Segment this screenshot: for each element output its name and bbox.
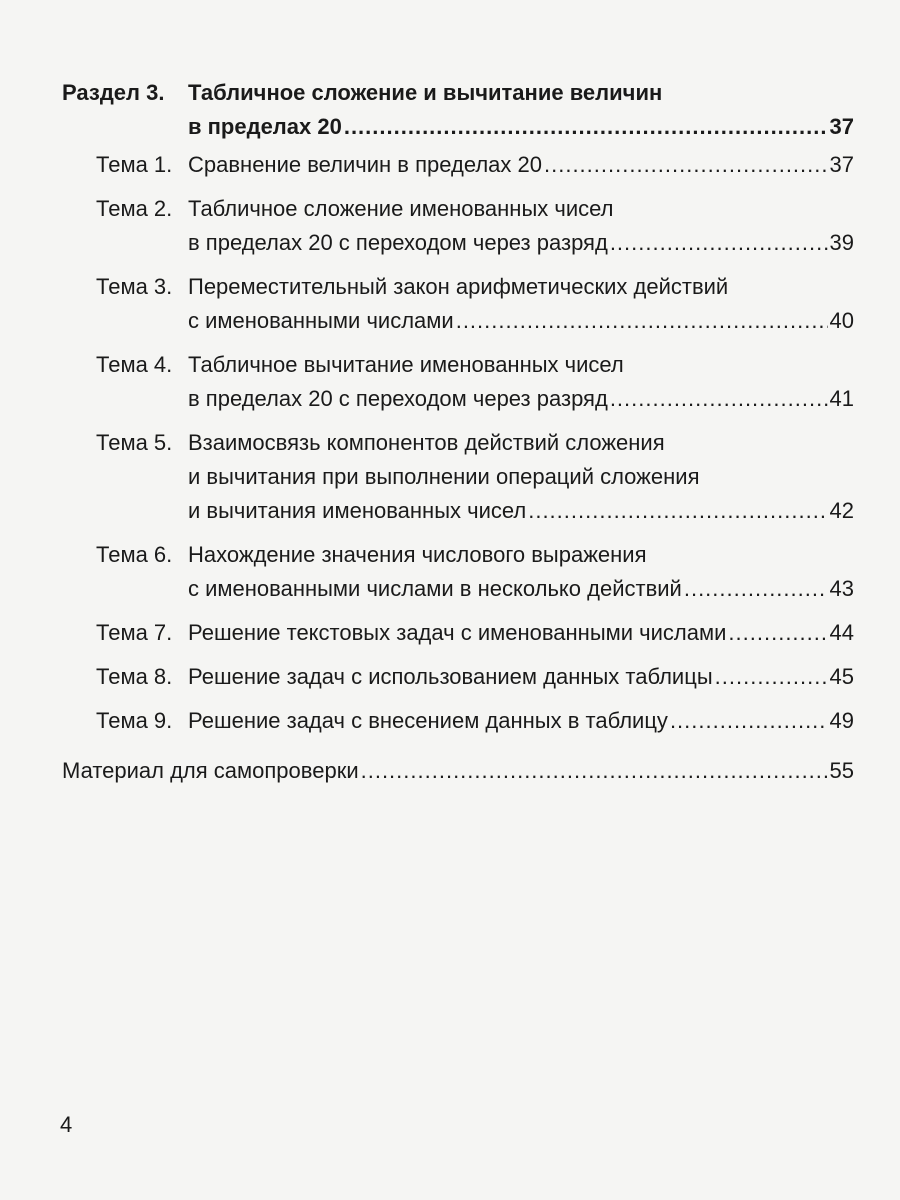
topic-title-line: Решение задач с использованием данных таблицы	[188, 664, 713, 689]
toc-section-3	[62, 76, 854, 144]
toc-topic-9	[62, 704, 854, 738]
topic-title-line: и вычитания именованных чисел	[188, 498, 527, 523]
topic-title-line: Табличное сложение именованных чисел	[188, 196, 614, 221]
topic-page-number: 49	[829, 708, 854, 733]
topic-label: Тема 7.	[96, 620, 173, 645]
topic-page-number: 39	[829, 230, 854, 255]
dot-leader	[528, 494, 827, 528]
topic-label: Тема 4.	[96, 352, 173, 377]
topic-page-number: 45	[829, 664, 854, 689]
topic-label: Тема 5.	[96, 430, 173, 455]
toc-topic-7	[62, 616, 854, 650]
dot-leader	[684, 572, 828, 606]
topic-title-line: с именованными числами	[188, 308, 454, 333]
toc-topic-1	[62, 148, 854, 182]
topic-title-line: Сравнение величин в пределах 20	[188, 152, 542, 177]
toc-topic-4	[62, 348, 854, 416]
topic-page-number: 40	[829, 308, 854, 333]
section-label: Раздел 3.	[62, 80, 165, 105]
topic-title-line: в пределах 20 с переходом через разряд	[188, 386, 608, 411]
dot-leader	[344, 110, 828, 144]
topic-label: Тема 9.	[96, 708, 173, 733]
topic-page-number: 37	[829, 152, 854, 177]
topic-label: Тема 8.	[96, 664, 173, 689]
material-title: Материал для самопроверки	[62, 758, 359, 783]
topic-label: Тема 2.	[96, 196, 173, 221]
dot-leader	[544, 148, 828, 182]
topic-title-line: Нахождение значения числового выражения	[188, 542, 647, 567]
dot-leader	[456, 304, 828, 338]
topic-title-line: с именованными числами в несколько действий	[188, 576, 682, 601]
topic-title-line: Табличное вычитание именованных чисел	[188, 352, 624, 377]
dot-leader	[728, 616, 827, 650]
toc-topic-3	[62, 270, 854, 338]
dot-leader	[610, 226, 828, 260]
topic-page-number: 43	[829, 576, 854, 601]
topic-title-line: в пределах 20 с переходом через разряд	[188, 230, 608, 255]
section-title-line-2: в пределах 20	[188, 114, 342, 139]
section-title-line-1: Табличное сложение и вычитание величин	[188, 80, 663, 105]
toc-self-check-material	[62, 754, 854, 788]
toc-topic-5	[62, 426, 854, 528]
topic-page-number: 41	[829, 386, 854, 411]
topic-label: Тема 6.	[96, 542, 173, 567]
topic-title-line: Взаимосвязь компонентов действий сложения	[188, 430, 665, 455]
table-of-contents	[62, 76, 854, 788]
dot-leader	[361, 754, 828, 788]
material-page-number: 55	[829, 758, 854, 783]
topic-title-line: и вычитания при выполнении операций сложения	[188, 464, 700, 489]
topic-label: Тема 3.	[96, 274, 173, 299]
toc-topic-6	[62, 538, 854, 606]
section-page-number: 37	[829, 114, 854, 139]
dot-leader	[670, 704, 828, 738]
page-footer-number: 4	[60, 1112, 73, 1137]
topic-label: Тема 1.	[96, 152, 173, 177]
dot-leader	[610, 382, 828, 416]
topic-title-line: Переместительный закон арифметических действий	[188, 274, 729, 299]
topic-title-line: Решение текстовых задач с именованными числами	[188, 620, 727, 645]
topic-title-line: Решение задач с внесением данных в таблицу	[188, 708, 668, 733]
topic-page-number: 42	[829, 498, 854, 523]
toc-topic-8	[62, 660, 854, 694]
toc-topic-2	[62, 192, 854, 260]
dot-leader	[715, 660, 828, 694]
topic-page-number: 44	[829, 620, 854, 645]
